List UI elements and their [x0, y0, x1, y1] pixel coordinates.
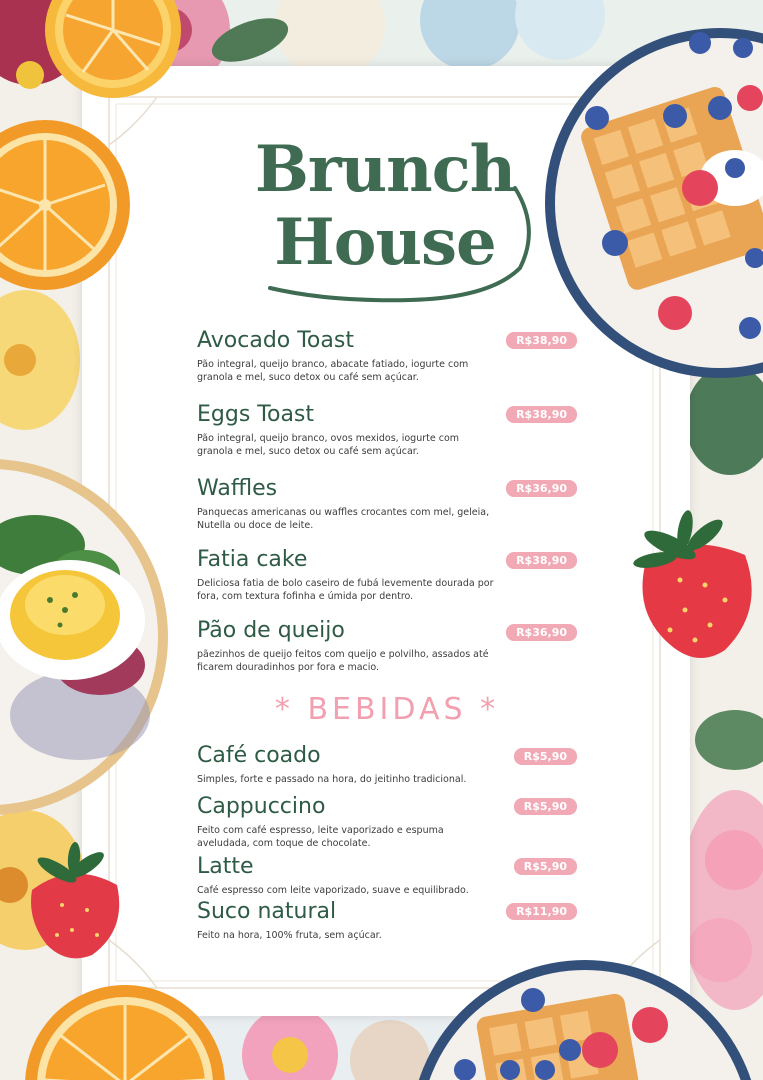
orange-slice-illustration	[38, 0, 188, 105]
waffle-plate-illustration	[395, 955, 763, 1080]
item-name: Pão de queijo	[197, 618, 345, 643]
menu-item	[197, 854, 577, 897]
item-description: Pão integral, queijo branco, ovos mexidos, iogurte com granola e mel, suco detox ou café sem açúcar.	[197, 433, 460, 457]
menu-item	[197, 402, 577, 458]
item-description: Feito com café espresso, leite vaporizado e espuma aveludada, com toque de chocolate.	[197, 825, 444, 849]
item-description: pãezinhos de queijo feitos com queijo e polvilho, assados até ficarem douradinhos por fora e macio.	[197, 649, 489, 673]
section-heading-drinks: * BEBIDAS *	[274, 692, 500, 727]
waffle-plate-illustration	[545, 28, 763, 380]
item-description: Café espresso com leite vaporizado, suave e equilibrado.	[197, 885, 469, 896]
title-line-1: Brunch	[254, 132, 516, 207]
price-badge: R$11,90	[506, 903, 577, 920]
item-description: Feito na hora, 100% fruta, sem açúcar.	[197, 930, 382, 941]
eggs-benedict-plate-illustration	[0, 455, 170, 820]
menu-item	[197, 547, 577, 603]
menu-item	[197, 328, 577, 384]
item-name: Avocado Toast	[197, 328, 354, 353]
item-name: Latte	[197, 854, 254, 879]
menu-item	[197, 476, 577, 532]
strawberry-illustration	[22, 840, 127, 965]
item-description: Simples, forte e passado na hora, do jeitinho tradicional.	[197, 774, 467, 785]
item-name: Cappuccino	[197, 794, 326, 819]
price-badge: R$38,90	[506, 406, 577, 423]
menu-item	[197, 794, 577, 850]
item-name: Café coado	[197, 743, 321, 768]
item-description: Pão integral, queijo branco, abacate fatiado, iogurte com granola e mel, suco detox ou café sem açúcar.	[197, 359, 469, 383]
price-badge: R$38,90	[506, 552, 577, 569]
strawberry-illustration	[625, 500, 763, 665]
item-name: Suco natural	[197, 899, 337, 924]
price-badge: R$36,90	[506, 480, 577, 497]
title-swoosh	[250, 168, 540, 308]
title-line-2: House	[274, 205, 496, 280]
item-name: Waffles	[197, 476, 278, 501]
price-badge: R$38,90	[506, 332, 577, 349]
menu-item	[197, 743, 577, 786]
menu-item	[197, 618, 577, 674]
price-badge: R$5,90	[514, 858, 577, 875]
item-description: Panquecas americanas ou waffles crocantes com mel, geleia, Nutella ou doce de leite.	[197, 507, 490, 531]
item-name: Eggs Toast	[197, 402, 315, 427]
item-name: Fatia cake	[197, 547, 308, 572]
price-badge: R$5,90	[514, 748, 577, 765]
orange-illustration	[0, 110, 130, 300]
item-description: Deliciosa fatia de bolo caseiro de fubá levemente dourada por fora, com textura fofinha e úmida por dentro.	[197, 578, 494, 602]
orange-slice-illustration	[20, 985, 230, 1080]
price-badge: R$5,90	[514, 798, 577, 815]
price-badge: R$36,90	[506, 624, 577, 641]
menu-item	[197, 899, 577, 942]
